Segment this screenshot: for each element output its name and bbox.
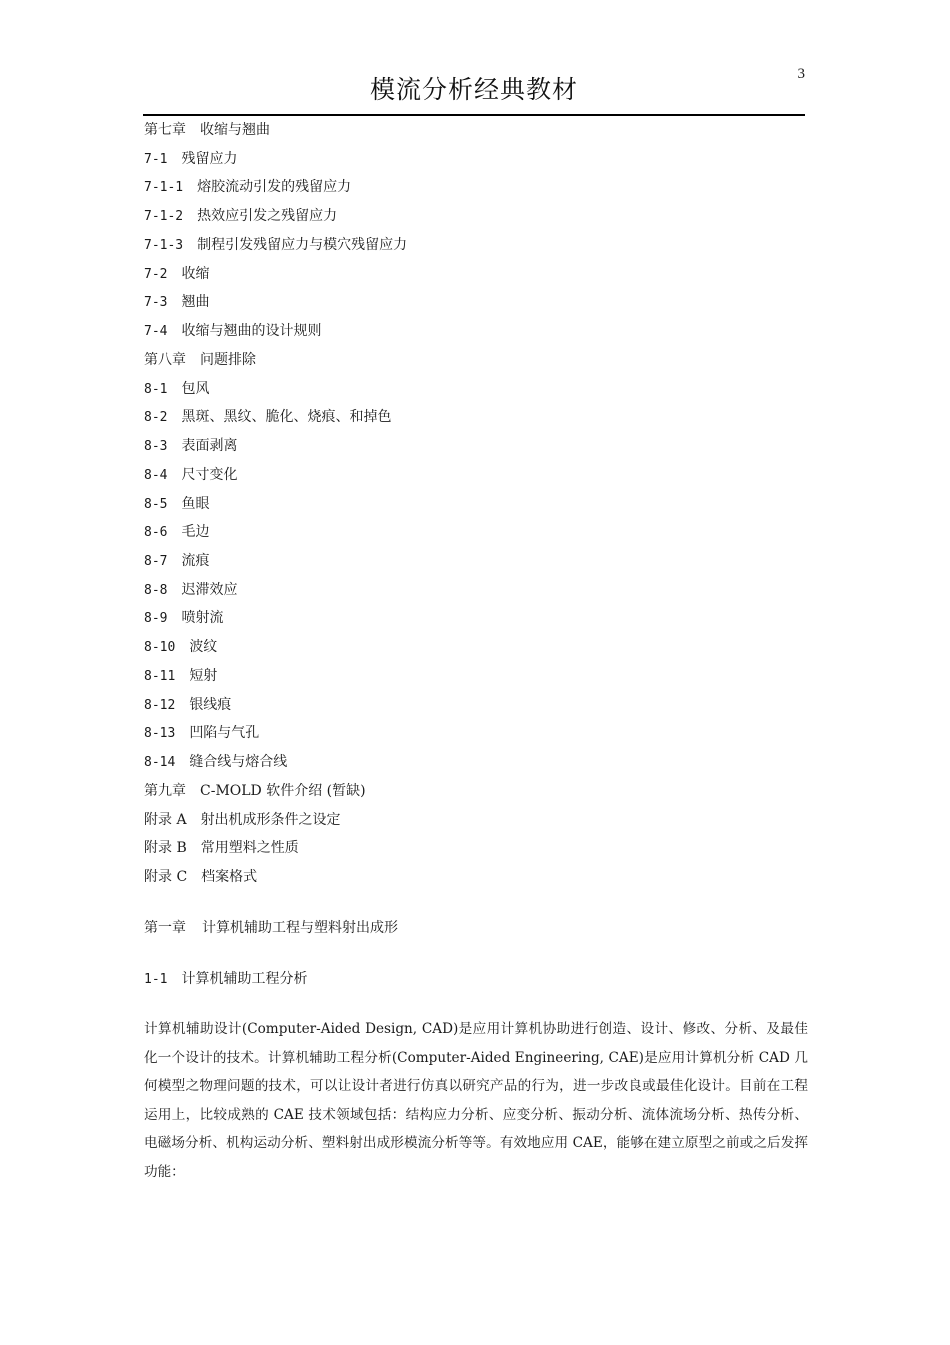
toc-item: [144, 403, 407, 432]
toc-item-number: 8-6: [144, 525, 168, 541]
toc-item-number: 8-10: [144, 640, 176, 656]
toc-item-title: 凹陷与气孔: [189, 725, 260, 742]
toc-item-number: 8-5: [144, 496, 168, 512]
toc-item-number: 第八章: [144, 351, 186, 368]
toc-item-title: 翘曲: [181, 294, 210, 311]
toc-item-number: 8-13: [144, 726, 176, 742]
toc-item-title: 黑斑、黑纹、脆化、烧痕、和掉色: [181, 409, 392, 426]
toc-item: [144, 518, 407, 547]
toc-item-number: 8-4: [144, 467, 168, 483]
toc-item: [144, 691, 407, 720]
toc-item: [144, 547, 407, 576]
toc-item-title: 收缩: [181, 265, 210, 282]
toc-item-title: 银线痕: [189, 696, 232, 713]
section-title: 计算机辅助工程分析: [181, 971, 308, 987]
toc-item-number: 7-1-1: [144, 180, 184, 196]
section-heading: [144, 968, 307, 988]
toc-item: [144, 202, 407, 231]
toc-item-number: 8-12: [144, 697, 176, 713]
toc-item: [144, 461, 407, 490]
toc-item: [144, 604, 407, 633]
chapter-number: 第一章: [144, 920, 186, 936]
toc-item-title: 鱼眼: [181, 495, 210, 512]
toc-item-number: 8-3: [144, 439, 168, 455]
toc-item: [144, 145, 407, 174]
toc-item-number: 8-2: [144, 410, 168, 426]
chapter-heading: [144, 917, 398, 937]
toc-item-title: 档案格式: [201, 869, 258, 886]
page-header: [143, 62, 805, 116]
toc-item-number: 7-1-2: [144, 209, 184, 225]
toc-item: [144, 260, 407, 289]
toc-item-number: 7-4: [144, 324, 168, 340]
toc-item: [144, 863, 407, 892]
toc-item: [144, 317, 407, 346]
toc-item-number: 8-11: [144, 668, 176, 684]
toc-item-number: 8-8: [144, 582, 168, 598]
toc-item: [144, 633, 407, 662]
toc-item-title: 制程引发残留应力与模穴残留应力: [197, 236, 408, 253]
toc-item-title: 热效应引发之残留应力: [197, 208, 338, 225]
toc-item-title: 常用塑料之性质: [200, 840, 299, 857]
toc-item: [144, 288, 407, 317]
section-number: 1-1: [144, 972, 168, 987]
toc-item-number: 第九章: [144, 782, 186, 799]
toc-item-number: 8-14: [144, 755, 176, 771]
toc-item: [144, 719, 407, 748]
toc-item-title: C-MOLD 软件介绍 (暂缺): [200, 782, 366, 799]
toc-item: [144, 748, 407, 777]
toc-item: [144, 231, 407, 260]
toc-item: [144, 432, 407, 461]
toc-item-title: 流痕: [181, 553, 210, 570]
toc-item-number: 附录 B: [144, 840, 187, 857]
toc-item-title: 缝合线与熔合线: [189, 754, 288, 771]
toc-item: [144, 116, 407, 145]
toc-item: [144, 777, 407, 806]
toc-item-number: 附录 C: [144, 869, 188, 886]
toc-item: [144, 375, 407, 404]
toc-item: [144, 662, 407, 691]
toc-item-title: 包风: [181, 380, 210, 397]
toc-item-title: 毛边: [181, 524, 210, 541]
toc-item: [144, 834, 407, 863]
toc-item: [144, 346, 407, 375]
toc-item-number: 7-1-3: [144, 237, 184, 253]
toc-item-title: 喷射流: [181, 610, 224, 627]
toc-item-number: 8-7: [144, 554, 168, 570]
toc-item-number: 7-2: [144, 266, 168, 282]
toc-item-title: 表面剥离: [181, 438, 238, 455]
table-of-contents: [144, 116, 407, 892]
toc-item-title: 收缩与翘曲: [200, 122, 270, 138]
page-number: 3: [797, 66, 805, 82]
toc-item-title: 短射: [189, 667, 218, 684]
toc-item-title: 射出机成形条件之设定: [200, 811, 341, 828]
toc-item-number: 7-3: [144, 295, 168, 311]
toc-item-number: 7-1: [144, 151, 168, 167]
body-paragraph: 计算机辅助设计(Computer-Aided Design, CAD)是应用计算机协助进行创造、设计、修改、分析、及最佳化一个设计的技术。计算机辅助工程分析(Computer-Aided Engineering, CAE)是应用计算机分析 CAD 几何模型之物理问题的技术，可以让设计者进行仿真以研究产品的行为，进一步改良或最佳化设计。目前在工程运用上，比较成熟的 CAE 技术领域包括：结构应力分析、应变分析、振动分析、流体流场分析、热传分析、电磁场分析、机构运动分析、塑料射出成形模流分析等等。有效地应用 CAE，能够在建立原型之前或之后发挥功能：: [144, 1021, 808, 1180]
toc-item-title: 尺寸变化: [181, 466, 238, 483]
toc-item: [144, 173, 407, 202]
chapter-title: 计算机辅助工程与塑料射出成形: [202, 920, 398, 936]
toc-item: [144, 806, 407, 835]
toc-item-title: 波纹: [189, 639, 218, 656]
toc-item-number: 8-1: [144, 381, 168, 397]
toc-item: [144, 576, 407, 605]
toc-item-title: 残留应力: [181, 150, 238, 167]
toc-item-title: 迟滞效应: [181, 581, 238, 598]
toc-item-number: 附录 A: [144, 811, 187, 828]
toc-item: [144, 490, 407, 519]
toc-item-number: 第七章: [144, 122, 186, 138]
toc-item-title: 问题排除: [200, 351, 256, 368]
toc-item-title: 收缩与翘曲的设计规则: [181, 323, 322, 340]
document-title: 模流分析经典教材: [369, 75, 578, 104]
toc-item-number: 8-9: [144, 611, 168, 627]
toc-item-title: 熔胶流动引发的残留应力: [197, 179, 352, 196]
